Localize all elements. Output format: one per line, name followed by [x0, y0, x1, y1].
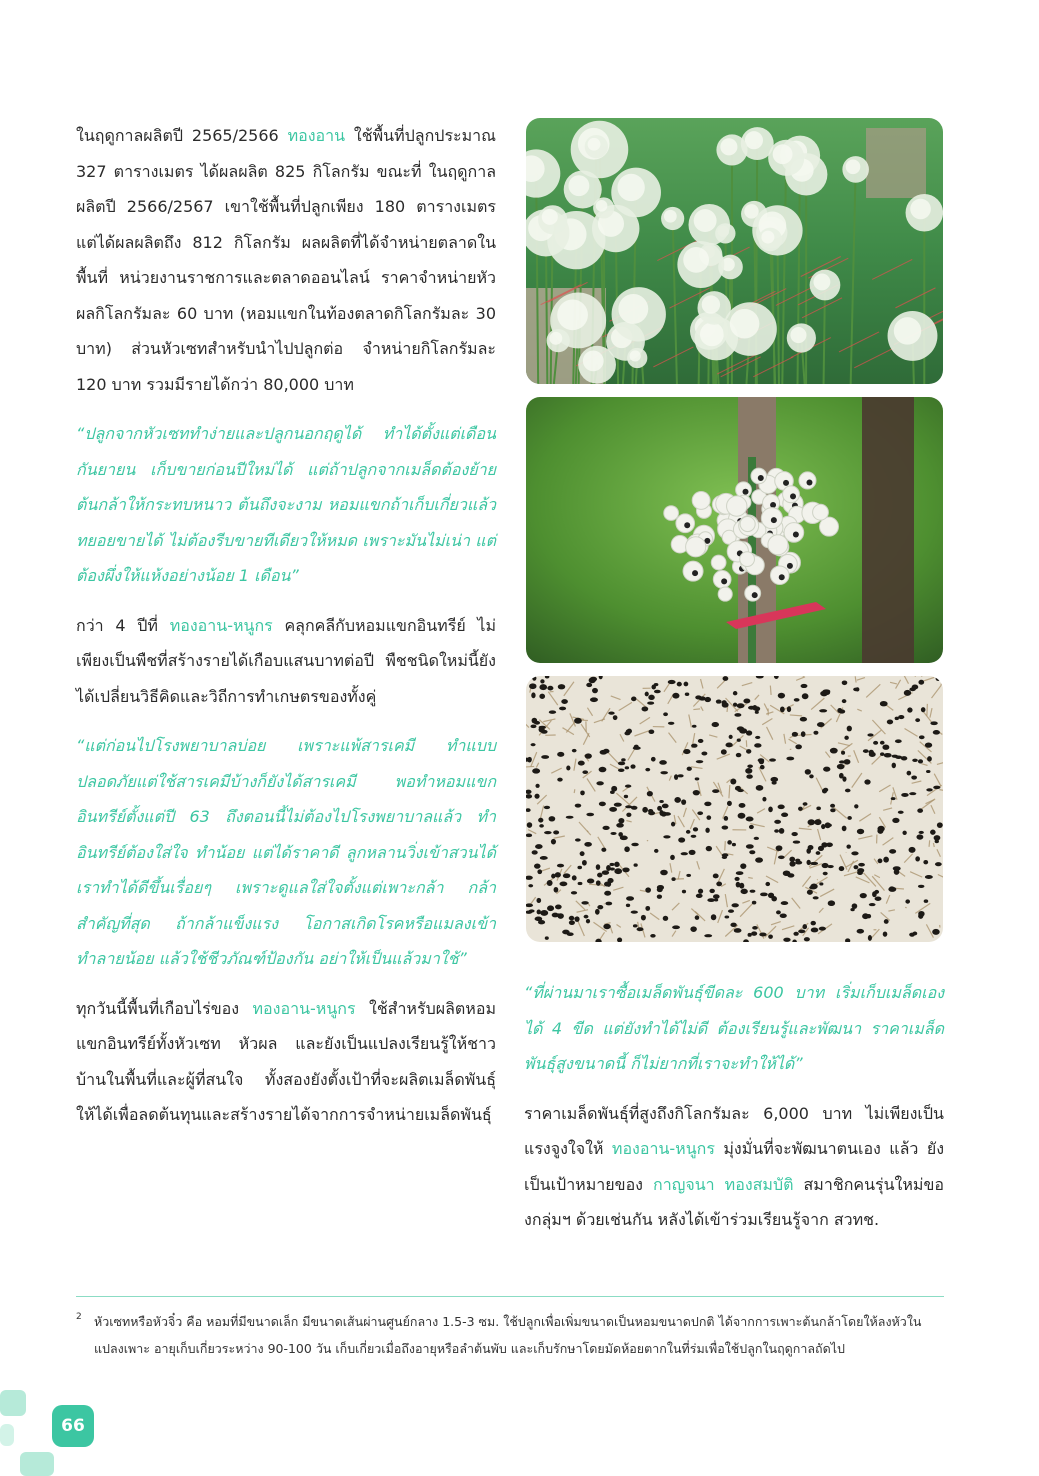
right-column	[524, 975, 944, 1238]
corner-decoration	[0, 1424, 14, 1446]
highlighted-name: กาญจนา ทองสมบัติ	[653, 1174, 794, 1194]
highlighted-name: ทองอาน-หนูกร	[169, 615, 273, 635]
photo-drying-seeds	[526, 676, 943, 942]
text-run: สมาชิกคนรุ่นใหม่ของกลุ่มฯ ด้วยเช่นกัน หลังได้เข้าร่วมเรียนรู้จาก สวทช.	[524, 1174, 945, 1229]
footnote-text: หัวเซทหรือหัวจิ๋ว คือ หอมที่มีขนาดเล็ก มีขนาดเส้นผ่านศูนย์กลาง 1.5-3 ซม. ใช้ปลูกเพื่อเพิ่มขนาดเป็นหอมขนาดปกติ ได้จากการเพาะต้นกล้าโดยให้ลงหัวในแปลงเพาะ อายุเก็บเกี่ยวระหว่าง 90-100 วัน เก็บเกี่ยวเมื่อถึงอายุหรือลำต้นพับ และเก็บรักษาโดยมัดห้อยตากในที่ร่มเพื่อใช้ปลูกในฤดูกาลถัดไป	[94, 1314, 922, 1356]
text-run: ใช้สำหรับผลิตหอมแขกอินทรีย์ทั้งหัวเซท หัวผล และยังเป็นแปลงเรียนรู้ให้ชาวบ้านในพื้นที่และผู้ที่สนใจ ทั้งสองยังตั้งเป้าที่จะผลิตเมล็ดพันธุ์ให้ได้เพื่อลดต้นทุนและสร้างรายได้จากการจำหน่ายเมล็ดพันธุ์	[76, 998, 496, 1124]
photo-onion-seed-head	[526, 397, 943, 663]
text-run: ราคาเมล็ดพันธุ์ที่สูงถึงกิโลกรัมละ 6,000 บาท ไม่เพียงเป็นแรงจูงใจให้	[524, 1103, 944, 1158]
page-number: 66	[52, 1405, 94, 1447]
highlighted-name: ทองอาน-หนูกร	[252, 998, 356, 1018]
footnote-number: 2	[76, 1312, 82, 1322]
left-column	[76, 118, 496, 1133]
paragraph-farm-today	[76, 991, 496, 1133]
footnote-divider	[76, 1296, 944, 1297]
highlighted-name: ทองอาน-หนูกร	[611, 1139, 715, 1158]
quote-planting: “ปลูกจากหัวเซททำง่ายและปลูกนอกฤดูได้ ทำได้ตั้งแต่เดือนกันยายน เก็บขายก่อนปีใหม่ได้ แต่ถ้าปลูกจากเมล็ดต้องย้ายต้นกล้าให้กระทบหนาว ต้นถึงจะงาม หอมแขกถ้าเก็บเกี่ยวแล้วทยอยขายได้ ไม่ต้องรีบขายทีเดียวให้หมด เพราะมันไม่เน่า แต่ต้องผึ่งให้แห้งอย่างน้อย 1 เดือน”	[76, 424, 496, 585]
quote-hospital: “แต่ก่อนไปโรงพยาบาลบ่อย เพราะแพ้สารเคมี ทำแบบปลอดภัยแต่ใช้สารเคมีบ้างก็ยังได้สารเคมี พอทำหอมแขกอินทรีย์ตั้งแต่ปี 63 ถึงตอนนี้ไม่ต้องไปโรงพยาบาลแล้ว ทำอินทรีย์ต้องใส่ใจ ทำน้อย แต่ได้ราคาดี ลูกหลานวิ่งเข้าสวนได้ เราทำได้ดีขึ้นเรื่อยๆ เพราะดูแลใส่ใจตั้งแต่เพาะกล้า กล้าสำคัญที่สุด ถ้ากล้าแข็งแรง โอกาสเกิดโรคหรือแมลงเข้าทำลายน้อย แล้วใช้ชีวภัณฑ์ป้องกัน อย่าให้เป็นแล้วมาใช้”	[76, 736, 496, 968]
highlighted-name: ทองอาน	[287, 126, 346, 145]
text-run: ใช้พื้นที่ปลูกประมาณ 327 ตารางเมตร ได้ผลผลิต 825 กิโลกรัม ขณะที่ ในฤดูกาลผลิตปี 2566/2567 เขาใช้พื้นที่ปลูกเพียง 180 ตารางเมตร แต่ได้ผลผลิตถึง 812 กิโลกรัม ผลผลิตที่ได้จำหน่ายตลาดในพื้นที่ หน่วยงานราชการและตลาดออนไลน์ ราคาจำหน่ายหัวผลกิโลกรัมละ 60 บาท (หอมแขกในท้องตลาดกิโลกรัมละ 30 บาท) ส่วนหัวเซทสำหรับนำไปปลูกต่อ จำหน่ายกิโลกรัมละ 120 บาท รวมมีรายได้กว่า 80,000 บาท	[76, 126, 497, 394]
text-run: มุ่งมั่นที่จะพัฒนาตนเอง แล้ว ยังเป็นเป้าหมายของ	[524, 1139, 945, 1194]
text-run: ในฤดูกาลผลิตปี 2565/2566	[76, 126, 288, 145]
paragraph-seed-goal	[524, 1096, 944, 1238]
corner-decoration	[0, 1390, 26, 1416]
paragraph-production	[76, 118, 496, 402]
corner-decoration	[20, 1452, 54, 1476]
text-run: คลุกคลีกับหอมแขกอินทรีย์ ไม่เพียงเป็นพืชที่สร้างรายได้เกือบแสนบาทต่อปี พืชชนิดใหม่นี้ยังได้เปลี่ยนวิธีคิดและวิถีการทำเกษตรของทั้งคู่	[76, 615, 497, 706]
footnote	[76, 1308, 944, 1362]
paragraph-four-years	[76, 608, 496, 715]
quote-seed-price: “ที่ผ่านมาเราซื้อเมล็ดพันธุ์ขีดละ 600 บาท เริ่มเก็บเมล็ดเองได้ 4 ขีด แต่ยังทำได้ไม่ดี ต้องเรียนรู้และพัฒนา ราคาเมล็ดพันธุ์สูงขนาดนี้ ก็ไม่ยากที่เราจะทำให้ได้”	[524, 983, 944, 1073]
photo-onion-flower-field	[526, 118, 943, 384]
text-run: ทุกวันนี้พื้นที่เกือบไร่ของ	[76, 998, 253, 1018]
text-run: กว่า 4 ปีที่	[76, 615, 170, 635]
